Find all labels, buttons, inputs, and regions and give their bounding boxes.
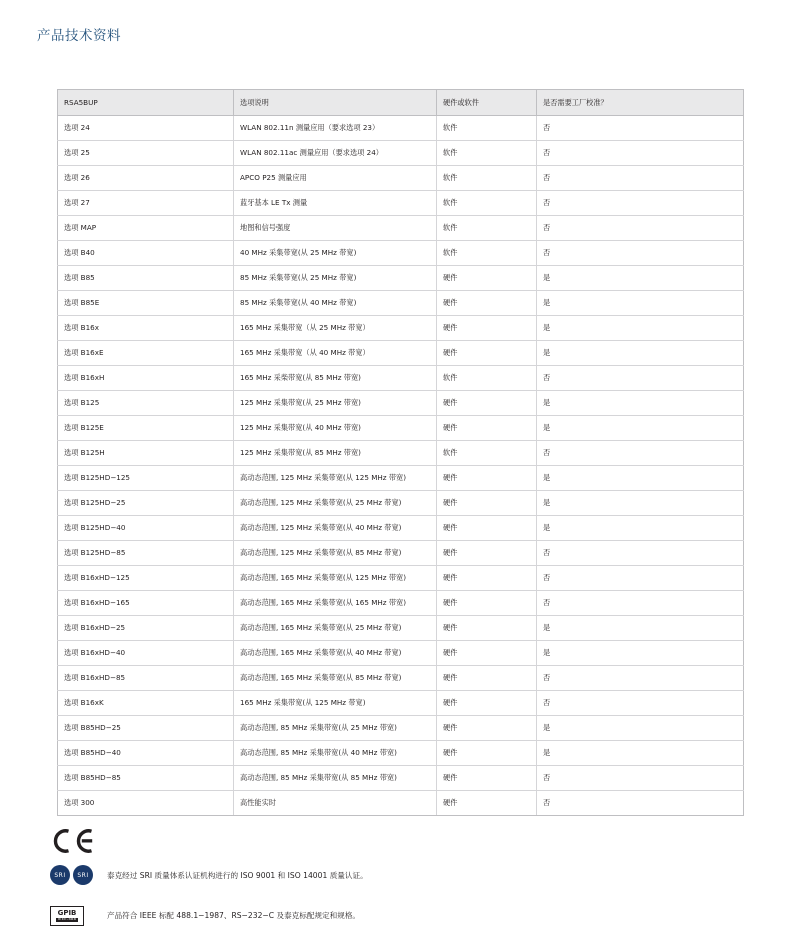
table-row xyxy=(58,316,744,341)
cell-description: WLAN 802.11n 测量应用（要求选项 23） xyxy=(234,116,437,141)
cell-calibration: 是 xyxy=(537,341,744,366)
cell-type: 硬件 xyxy=(437,641,537,666)
cell-model: 选项 B16xHD−85 xyxy=(58,666,234,691)
cell-calibration: 否 xyxy=(537,216,744,241)
table-row xyxy=(58,766,744,791)
table-row xyxy=(58,691,744,716)
cell-model: 选项 B125HD−25 xyxy=(58,491,234,516)
cell-description: 高动态范围, 125 MHz 采集带宽(从 125 MHz 带宽) xyxy=(234,466,437,491)
cell-model: 选项 27 xyxy=(58,191,234,216)
cell-model: 选项 B85 xyxy=(58,266,234,291)
cell-type: 硬件 xyxy=(437,616,537,641)
table-row xyxy=(58,416,744,441)
cell-calibration: 是 xyxy=(537,266,744,291)
cell-description: 高动态范围, 125 MHz 采集带宽(从 25 MHz 带宽) xyxy=(234,491,437,516)
cell-type: 软件 xyxy=(437,216,537,241)
cell-type: 软件 xyxy=(437,116,537,141)
cell-model: 选项 B85HD−40 xyxy=(58,741,234,766)
cell-model: 选项 B85HD−85 xyxy=(58,766,234,791)
cell-calibration: 是 xyxy=(537,641,744,666)
cell-calibration: 是 xyxy=(537,516,744,541)
cell-type: 硬件 xyxy=(437,541,537,566)
table-row xyxy=(58,191,744,216)
cell-calibration: 是 xyxy=(537,316,744,341)
cell-calibration: 否 xyxy=(537,541,744,566)
cell-description: 高动态范围, 85 MHz 采集带宽(从 40 MHz 带宽) xyxy=(234,741,437,766)
sri-badge-icon: SRI xyxy=(50,865,70,885)
cell-type: 硬件 xyxy=(437,266,537,291)
cell-model: 选项 26 xyxy=(58,166,234,191)
cell-model: 选项 B16xE xyxy=(58,341,234,366)
cell-calibration: 否 xyxy=(537,191,744,216)
cell-description: 高动态范围, 85 MHz 采集带宽(从 25 MHz 带宽) xyxy=(234,716,437,741)
cell-calibration: 否 xyxy=(537,791,744,816)
cell-calibration: 否 xyxy=(537,591,744,616)
cell-description: 165 MHz 采集带宽(从 125 MHz 带宽) xyxy=(234,691,437,716)
column-header-type: 硬件或软件 xyxy=(437,90,537,116)
cell-calibration: 否 xyxy=(537,691,744,716)
table-header xyxy=(58,90,744,116)
table-row xyxy=(58,141,744,166)
gpib-compliance-text: 产品符合 IEEE 标配 488.1−1987、RS−232−C 及泰克标配规定和规格。 xyxy=(107,911,361,920)
certification-row xyxy=(50,865,750,895)
cell-calibration: 否 xyxy=(537,766,744,791)
cell-calibration: 否 xyxy=(537,166,744,191)
table-row xyxy=(58,741,744,766)
table-row xyxy=(58,266,744,291)
table-row xyxy=(58,391,744,416)
table-row xyxy=(58,716,744,741)
cell-model: 选项 24 xyxy=(58,116,234,141)
cell-description: 165 MHz 采柴带宽(从 85 MHz 带宽) xyxy=(234,366,437,391)
cell-description: 高动态范围, 165 MHz 采集带宽(从 40 MHz 带宽) xyxy=(234,641,437,666)
cell-description: 40 MHz 采集带宽(从 25 MHz 带宽) xyxy=(234,241,437,266)
table-row xyxy=(58,516,744,541)
cell-type: 硬件 xyxy=(437,791,537,816)
cell-model: 选项 MAP xyxy=(58,216,234,241)
cell-type: 硬件 xyxy=(437,516,537,541)
gpib-icon xyxy=(50,906,84,926)
gpib-badge-sub: IEEE-488 xyxy=(57,917,77,922)
cell-type: 软件 xyxy=(437,191,537,216)
cell-description: 地图和信号强度 xyxy=(234,216,437,241)
cell-calibration: 是 xyxy=(537,466,744,491)
cell-calibration: 是 xyxy=(537,741,744,766)
options-table xyxy=(57,89,744,816)
cell-calibration: 否 xyxy=(537,441,744,466)
cell-calibration: 否 xyxy=(537,141,744,166)
cell-type: 硬件 xyxy=(437,566,537,591)
cell-model: 选项 B16xHD−125 xyxy=(58,566,234,591)
cell-type: 硬件 xyxy=(437,716,537,741)
cell-type: 软件 xyxy=(437,241,537,266)
cell-description: 高动态范围, 165 MHz 采集带宽(从 165 MHz 带宽) xyxy=(234,591,437,616)
cell-description: WLAN 802.11ac 测量应用（要求选项 24） xyxy=(234,141,437,166)
cell-type: 硬件 xyxy=(437,466,537,491)
cell-type: 硬件 xyxy=(437,691,537,716)
table-body xyxy=(58,116,744,816)
cell-description: APCO P25 测量应用 xyxy=(234,166,437,191)
cell-type: 软件 xyxy=(437,441,537,466)
cell-calibration: 否 xyxy=(537,116,744,141)
cell-calibration: 是 xyxy=(537,616,744,641)
cell-model: 选项 B125HD−125 xyxy=(58,466,234,491)
cell-description: 高动态范围, 165 MHz 采集带宽(从 25 MHz 带宽) xyxy=(234,616,437,641)
table-row xyxy=(58,541,744,566)
column-header-calibration: 是否需要工厂校准？ xyxy=(537,90,744,116)
cell-model: 选项 B125 xyxy=(58,391,234,416)
cell-type: 硬件 xyxy=(437,591,537,616)
table-row xyxy=(58,291,744,316)
cell-calibration: 否 xyxy=(537,666,744,691)
cell-description: 高性能实时 xyxy=(234,791,437,816)
table-row xyxy=(58,166,744,191)
table-row xyxy=(58,241,744,266)
cell-calibration: 否 xyxy=(537,566,744,591)
cell-model: 选项 B16xHD−25 xyxy=(58,616,234,641)
cell-type: 软件 xyxy=(437,166,537,191)
cell-model: 选项 B16x xyxy=(58,316,234,341)
table-row xyxy=(58,566,744,591)
cell-model: 选项 B85E xyxy=(58,291,234,316)
cell-description: 85 MHz 采集带宽(从 40 MHz 带宽) xyxy=(234,291,437,316)
cell-calibration: 是 xyxy=(537,491,744,516)
table-row xyxy=(58,641,744,666)
sri-badge-group xyxy=(50,865,93,885)
sri-badge-icon-2: SRI xyxy=(73,865,93,885)
table-row xyxy=(58,666,744,691)
column-header-description: 选项说明 xyxy=(234,90,437,116)
table-row xyxy=(58,591,744,616)
cell-model: 选项 300 xyxy=(58,791,234,816)
cell-description: 高动态范围, 85 MHz 采集带宽(从 85 MHz 带宽) xyxy=(234,766,437,791)
cell-description: 蓝牙基本 LE Tx 测量 xyxy=(234,191,437,216)
cell-description: 125 MHz 采集带宽(从 85 MHz 带宽) xyxy=(234,441,437,466)
cell-model: 选项 B16xK xyxy=(58,691,234,716)
cell-type: 软件 xyxy=(437,141,537,166)
cell-type: 硬件 xyxy=(437,316,537,341)
cell-calibration: 是 xyxy=(537,391,744,416)
cell-description: 高动态范围, 165 MHz 采集带宽(从 85 MHz 带宽) xyxy=(234,666,437,691)
cell-model: 选项 B125H xyxy=(58,441,234,466)
cell-type: 硬件 xyxy=(437,291,537,316)
table-row xyxy=(58,466,744,491)
gpib-badge-title: GPIB xyxy=(57,909,77,918)
cell-type: 硬件 xyxy=(437,666,537,691)
cell-model: 选项 B125HD−40 xyxy=(58,516,234,541)
table-row xyxy=(58,491,744,516)
table-row xyxy=(58,216,744,241)
cell-model: 选项 B16xH xyxy=(58,366,234,391)
gpib-row xyxy=(50,906,750,932)
table-row xyxy=(58,116,744,141)
cell-model: 选项 B125HD−85 xyxy=(58,541,234,566)
table-row xyxy=(58,366,744,391)
page-title: 产品技术资料 xyxy=(37,28,121,44)
cell-model: 选项 B85HD−25 xyxy=(58,716,234,741)
cell-model: 选项 B40 xyxy=(58,241,234,266)
table-header-row xyxy=(58,90,744,116)
cell-description: 165 MHz 采集带宽（从 25 MHz 带宽） xyxy=(234,316,437,341)
table-row xyxy=(58,341,744,366)
cell-calibration: 是 xyxy=(537,416,744,441)
cell-description: 125 MHz 采集带宽(从 40 MHz 带宽) xyxy=(234,416,437,441)
cell-calibration: 否 xyxy=(537,241,744,266)
cell-description: 85 MHz 采集带宽(从 25 MHz 带宽) xyxy=(234,266,437,291)
table-row xyxy=(58,791,744,816)
cell-description: 125 MHz 采集带宽(从 25 MHz 带宽) xyxy=(234,391,437,416)
cell-description: 高动态范围, 125 MHz 采集带宽(从 40 MHz 带宽) xyxy=(234,516,437,541)
cell-type: 硬件 xyxy=(437,766,537,791)
table-row xyxy=(58,441,744,466)
cell-description: 高动态范围, 165 MHz 采集带宽(从 125 MHz 带宽) xyxy=(234,566,437,591)
cell-calibration: 是 xyxy=(537,291,744,316)
cell-model: 选项 B16xHD−40 xyxy=(58,641,234,666)
cell-type: 硬件 xyxy=(437,391,537,416)
cell-model: 选项 B125E xyxy=(58,416,234,441)
cell-type: 硬件 xyxy=(437,491,537,516)
cell-type: 硬件 xyxy=(437,416,537,441)
cell-description: 高动态范围, 125 MHz 采集带宽(从 85 MHz 带宽) xyxy=(234,541,437,566)
cell-calibration: 否 xyxy=(537,366,744,391)
certification-text: 泰克经过 SRI 质量体系认证机构进行的 ISO 9001 和 ISO 14001 质量认证。 xyxy=(107,871,368,880)
cell-type: 硬件 xyxy=(437,741,537,766)
cell-calibration: 是 xyxy=(537,716,744,741)
cell-model: 选项 B16xHD−165 xyxy=(58,591,234,616)
ce-mark-icon xyxy=(50,828,96,854)
table-row xyxy=(58,616,744,641)
cell-model: 选项 25 xyxy=(58,141,234,166)
column-header-model: RSA5BUP xyxy=(58,90,234,116)
cell-description: 165 MHz 采集带宽（从 40 MHz 带宽） xyxy=(234,341,437,366)
cell-type: 硬件 xyxy=(437,341,537,366)
cell-type: 软件 xyxy=(437,366,537,391)
